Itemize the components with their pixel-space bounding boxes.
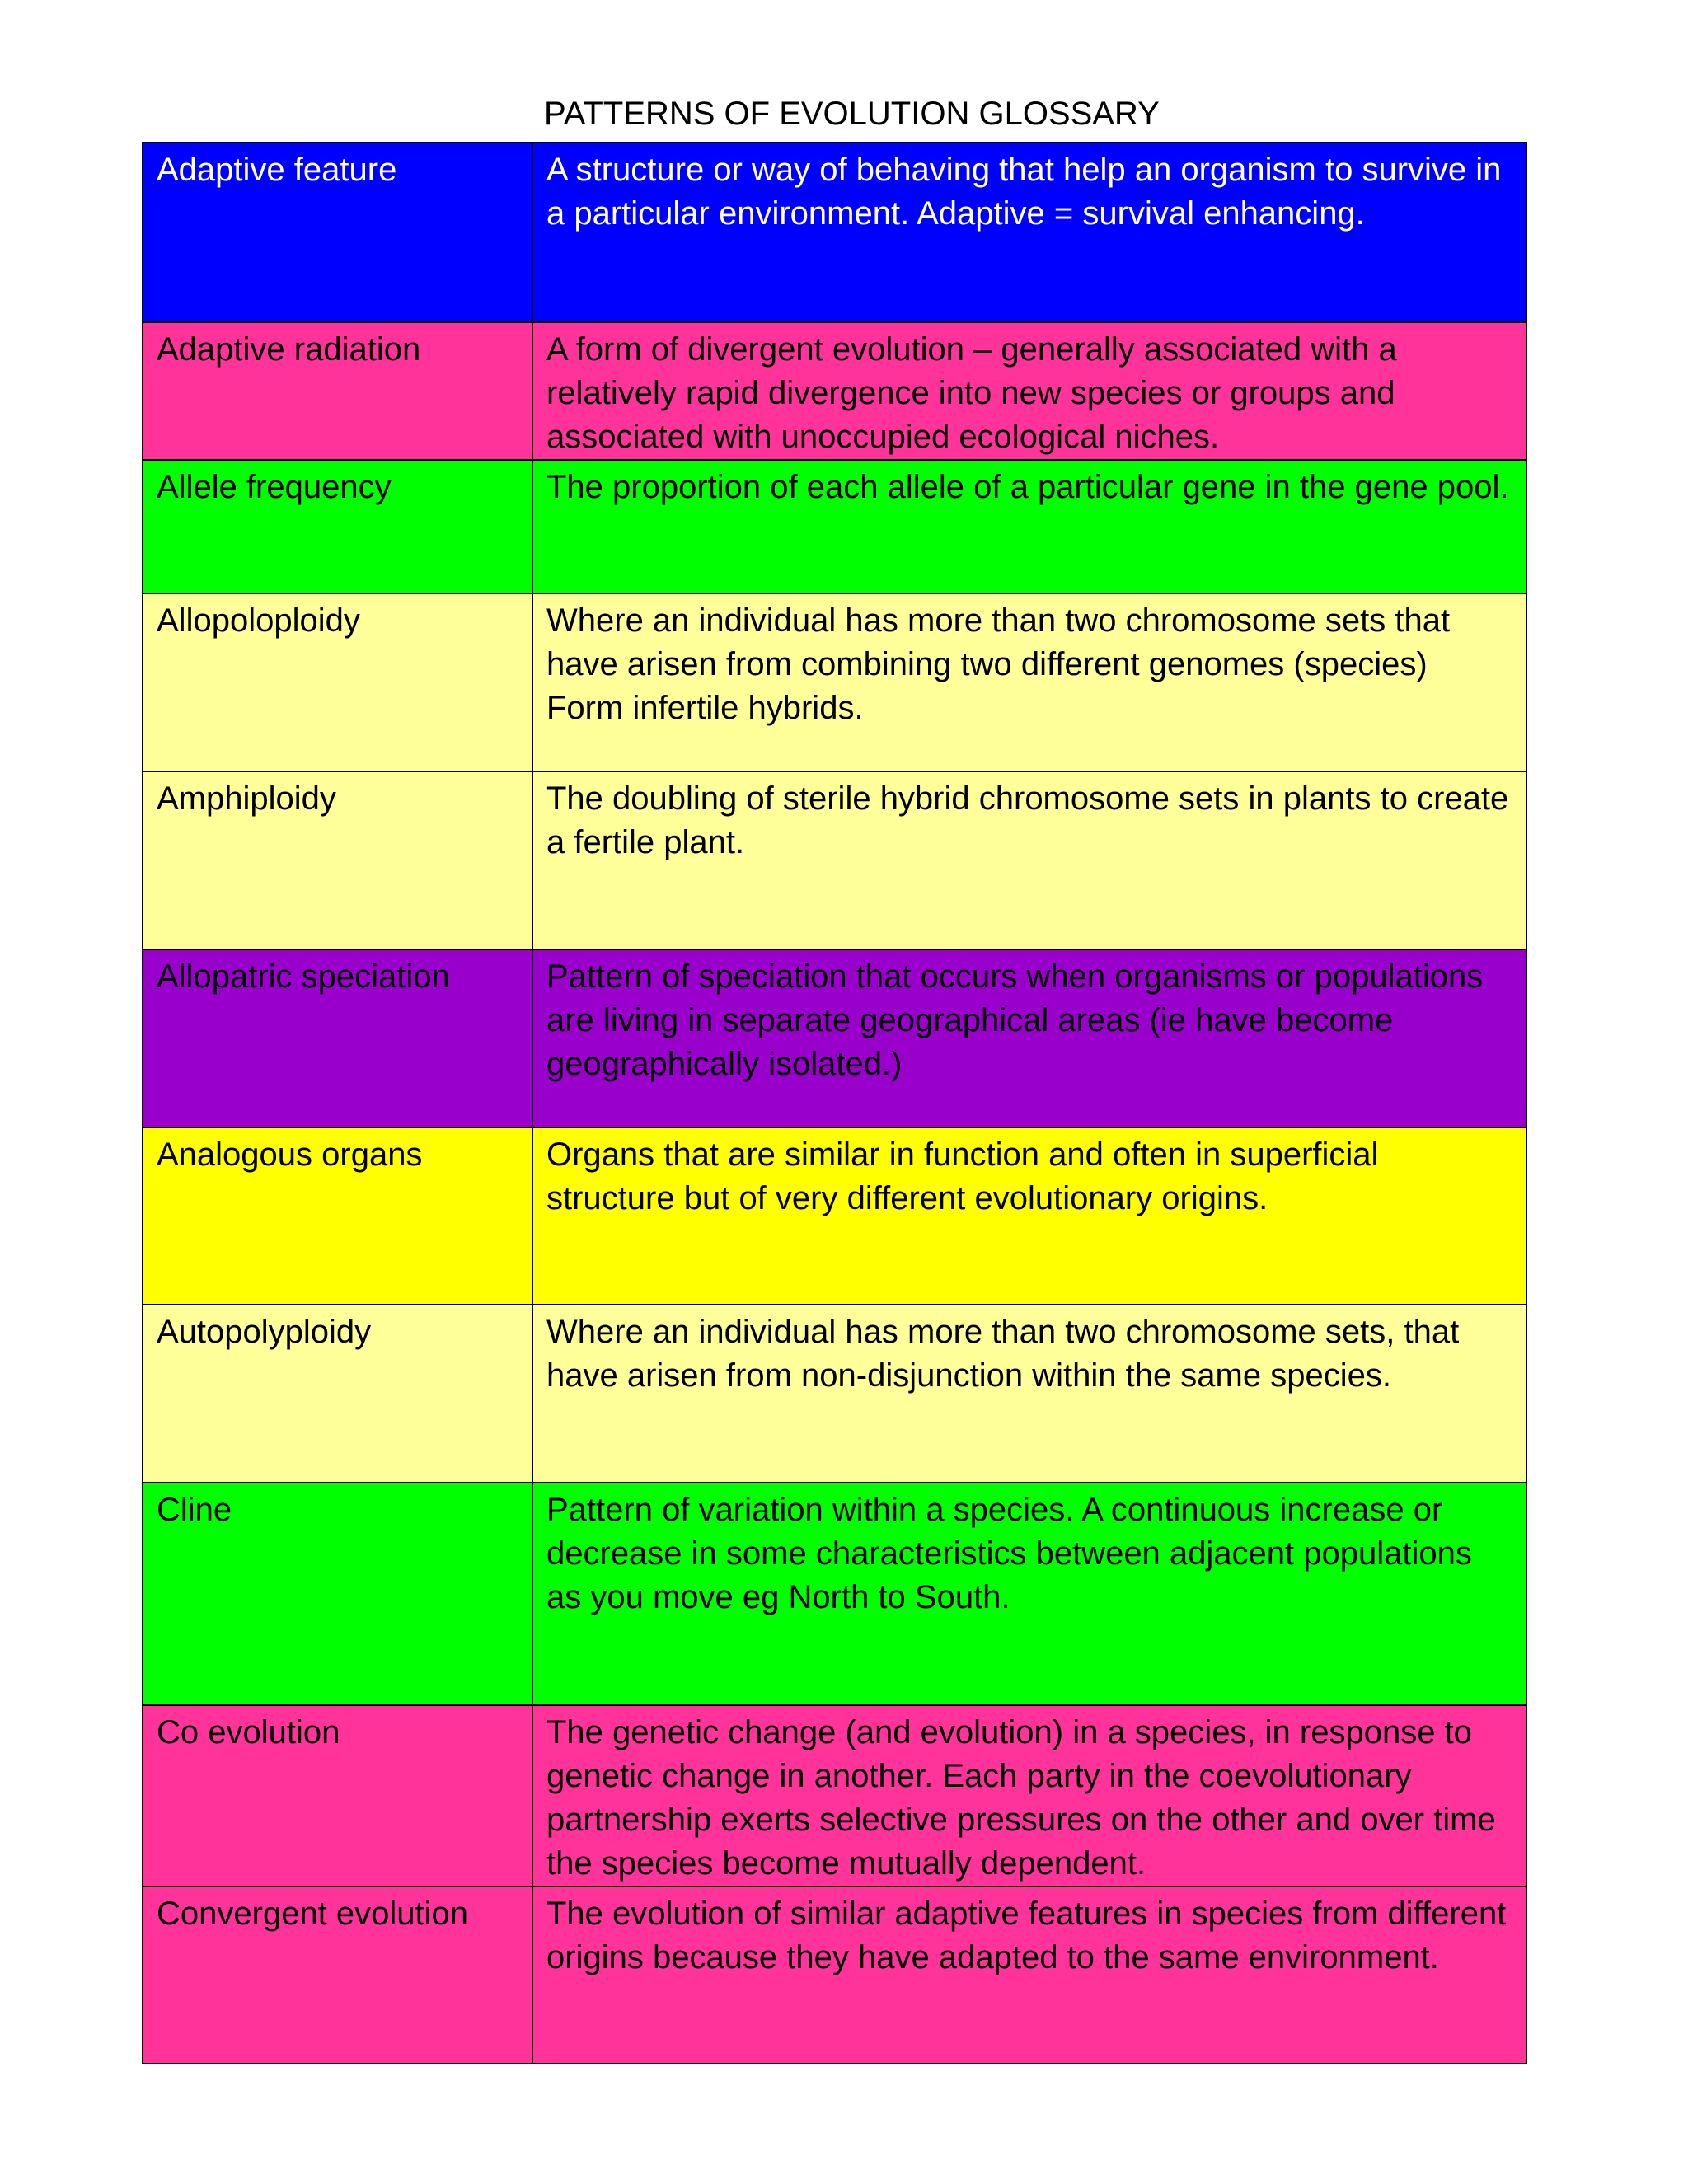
table-row bbox=[143, 771, 1526, 949]
definition-cell: Where an individual has more than two chromosome sets, that have arisen from non-disjunction within the same species. bbox=[532, 1305, 1526, 1483]
term-cell: Convergent evolution bbox=[143, 1886, 532, 2064]
definition-cell: Pattern of speciation that occurs when organisms or populations are living in separate geographical areas (ie have become geographically isolated.) bbox=[532, 949, 1526, 1127]
page-title: PATTERNS OF EVOLUTION GLOSSARY bbox=[544, 96, 1160, 132]
term-cell: Autopolyploidy bbox=[143, 1305, 532, 1483]
definition-cell: The evolution of similar adaptive features in species from different origins because they have adapted to the same environment. bbox=[532, 1886, 1526, 2064]
term-cell: Adaptive feature bbox=[143, 143, 532, 322]
term-cell: Adaptive radiation bbox=[143, 322, 532, 460]
term-cell: Allele frequency bbox=[143, 460, 532, 593]
term-cell: Allopoloploidy bbox=[143, 593, 532, 771]
definition-cell: The doubling of sterile hybrid chromosome sets in plants to create a fertile plant. bbox=[532, 771, 1526, 949]
table-row bbox=[143, 1886, 1526, 2064]
term-cell: Amphiploidy bbox=[143, 771, 532, 949]
table-row bbox=[143, 460, 1526, 593]
term-cell: Analogous organs bbox=[143, 1127, 532, 1305]
table-row bbox=[143, 143, 1526, 322]
term-cell: Cline bbox=[143, 1483, 532, 1705]
table-row bbox=[143, 1483, 1526, 1705]
table-row bbox=[143, 949, 1526, 1127]
table-row bbox=[143, 1127, 1526, 1305]
glossary-table bbox=[142, 142, 1527, 2064]
definition-cell: Pattern of variation within a species. A continuous increase or decrease in some characteristics between adjacent populations as you move eg North to South. bbox=[532, 1483, 1526, 1705]
definition-cell: A structure or way of behaving that help an organism to survive in a particular environment. Adaptive = survival enhancing. bbox=[532, 143, 1526, 322]
table-row bbox=[143, 593, 1526, 771]
table-row bbox=[143, 1705, 1526, 1886]
table-row bbox=[143, 322, 1526, 460]
definition-cell: The proportion of each allele of a particular gene in the gene pool. bbox=[532, 460, 1526, 593]
definition-cell: Organs that are similar in function and often in superficial structure but of very different evolutionary origins. bbox=[532, 1127, 1526, 1305]
table-row bbox=[143, 1305, 1526, 1483]
term-cell: Co evolution bbox=[143, 1705, 532, 1886]
definition-cell: A form of divergent evolution – generally associated with a relatively rapid divergence into new species or groups and associated with unoccupied ecological niches. bbox=[532, 322, 1526, 460]
definition-cell: The genetic change (and evolution) in a species, in response to genetic change in another. Each party in the coevolutionary partnership exerts selective pressures on the other and over time the species become mutually dependent. bbox=[532, 1705, 1526, 1886]
term-cell: Allopatric speciation bbox=[143, 949, 532, 1127]
definition-cell: Where an individual has more than two chromosome sets that have arisen from combining two different genomes (species) Form infertile hybrids. bbox=[532, 593, 1526, 771]
